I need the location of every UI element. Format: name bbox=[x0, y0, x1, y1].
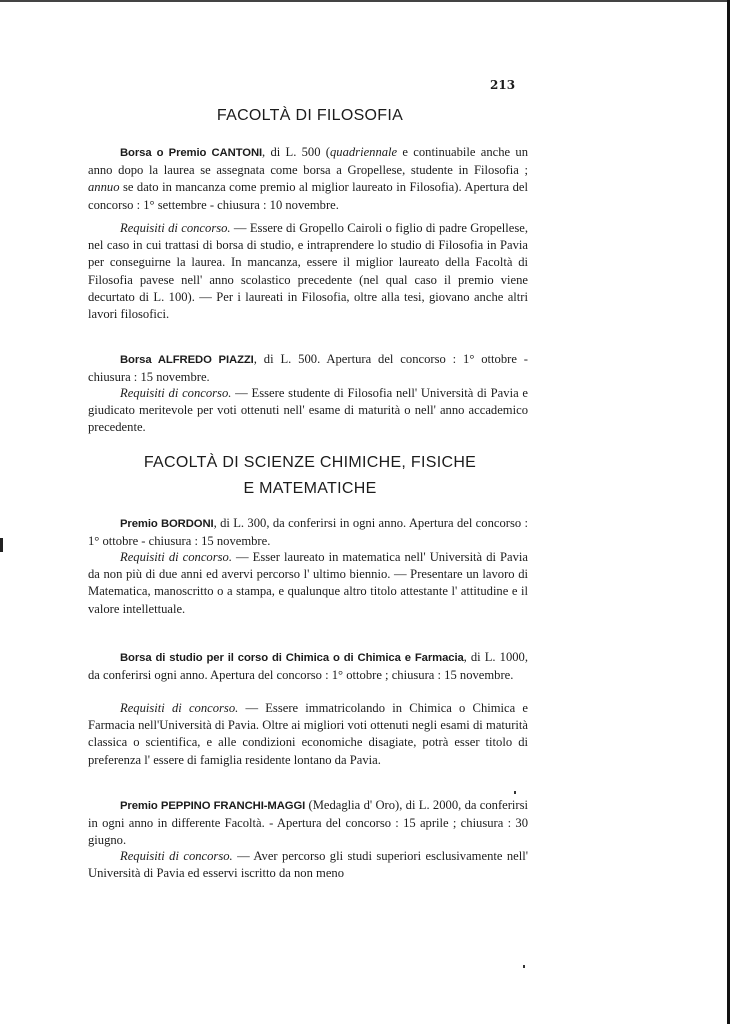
requirements-label: Requisiti di concorso. bbox=[120, 849, 233, 863]
entry-bordoni-requirements: Requisiti di concorso. — Esser laureato in matematica nell' Università di Pavia da non più di due anni ed avervi percorso l' ultimo biennio. — Presentare un lavoro di Matematica, manoscritto o a stampa, e qualunque altro titolo attestante l' attitudine e il valore intellettuale. bbox=[88, 550, 529, 616]
page-number: 213 bbox=[490, 78, 516, 92]
entry-title: Borsa di studio per il corso di Chimica o di Chimica e Farmacia bbox=[120, 652, 464, 664]
requirements-label: Requisiti di concorso. bbox=[120, 550, 232, 564]
entry-title: Borsa o Premio CANTONI bbox=[120, 147, 263, 159]
ink-speck bbox=[523, 965, 525, 968]
entry-title: Premio BORDONI bbox=[120, 518, 214, 530]
entry-chimica-requirements: Requisiti di concorso. — Essere immatricolando in Chimica o Chimica e Farmacia nell'Università di Pavia. Oltre ai migliori voti ottenuti negli esami di maturità classica o scientifica, e alle condizioni economiche disagiate, potrà esser titolo di preferenza l' essere di famiglia residente lontano da Pavia. bbox=[88, 701, 528, 767]
entry-piazzi-requirements: Requisiti di concorso. — Essere studente di Filosofia nell' Università di Pavia e giudicato meritevole per voti ottenuti nell' esame di maturità o nell' anno accademico precedente. bbox=[88, 386, 529, 435]
entry-title: Premio PEPPINO FRANCHI-MAGGI bbox=[120, 800, 306, 812]
section-heading-scienze-line1: FACOLTÀ DI SCIENZE CHIMICHE, FISICHE bbox=[143, 454, 477, 471]
ink-speck bbox=[514, 791, 516, 794]
entry-piazzi-description: Borsa ALFREDO PIAZZI, di L. 500. Apertura del concorso : 1° ottobre - chiusura : 15 novembre. bbox=[88, 352, 529, 385]
entry-franchi-maggi-description: Premio PEPPINO FRANCHI-MAGGI (Medaglia d' Oro), di L. 2000, da conferirsi in ogni anno in differente Facoltà. - Apertura del concorso : 15 aprile ; chiusura : 30 giugno. bbox=[88, 798, 529, 848]
requirements-label: Requisiti di concorso. bbox=[120, 386, 232, 400]
entry-cantoni-description: Borsa o Premio CANTONI, di L. 500 (quadriennale e continuabile anche un anno dopo la laurea se assegnata come borsa a Gropellese, studente in Filosofia ; annuo se dato in mancanza come premio al miglior laureato in Filosofia). Apertura del concorso : 1° settembre - chiusura : 10 novembre. bbox=[88, 145, 529, 212]
entry-cantoni-requirements: Requisiti di concorso. — Essere di Gropello Cairoli o figlio di padre Gropellese, nel caso in cui trattasi di borsa di studio, e intraprendere lo studio di Filosofia in Pavia per conseguirne la laurea. In mancanza, essere il miglior laureato della Facoltà di Filosofia pavese nell' anno scolastico precedente (nel qual caso il premio viene decurtato di L. 100). — Per i laureati in Filosofia, oltre alla tesi, giovano anche altri lavori filosofici. bbox=[88, 221, 529, 322]
scan-margin-mark bbox=[0, 538, 3, 552]
scan-top-edge bbox=[0, 0, 730, 2]
entry-chimica-description: Borsa di studio per il corso di Chimica o di Chimica e Farmacia, di L. 1000, da conferirsi ogni anno. Apertura del concorso : 1° ottobre ; chiusura : 15 novembre. bbox=[88, 650, 528, 683]
requirements-label: Requisiti di concorso. bbox=[120, 221, 231, 235]
entry-bordoni-description: Premio BORDONI, di L. 300, da conferirsi in ogni anno. Apertura del concorso : 1° ottobre - chiusura : 15 novembre. bbox=[88, 516, 528, 549]
entry-franchi-maggi-requirements: Requisiti di concorso. — Aver percorso gli studi superiori esclusivamente nell' Università di Pavia ed esservi iscritto da non meno bbox=[88, 849, 529, 881]
entry-title: Borsa ALFREDO PIAZZI bbox=[120, 354, 254, 366]
section-heading-filosofia: FACOLTÀ DI FILOSOFIA bbox=[216, 107, 404, 124]
section-heading-scienze-line2: E MATEMATICHE bbox=[243, 480, 377, 497]
requirements-label: Requisiti di concorso. bbox=[120, 701, 239, 715]
